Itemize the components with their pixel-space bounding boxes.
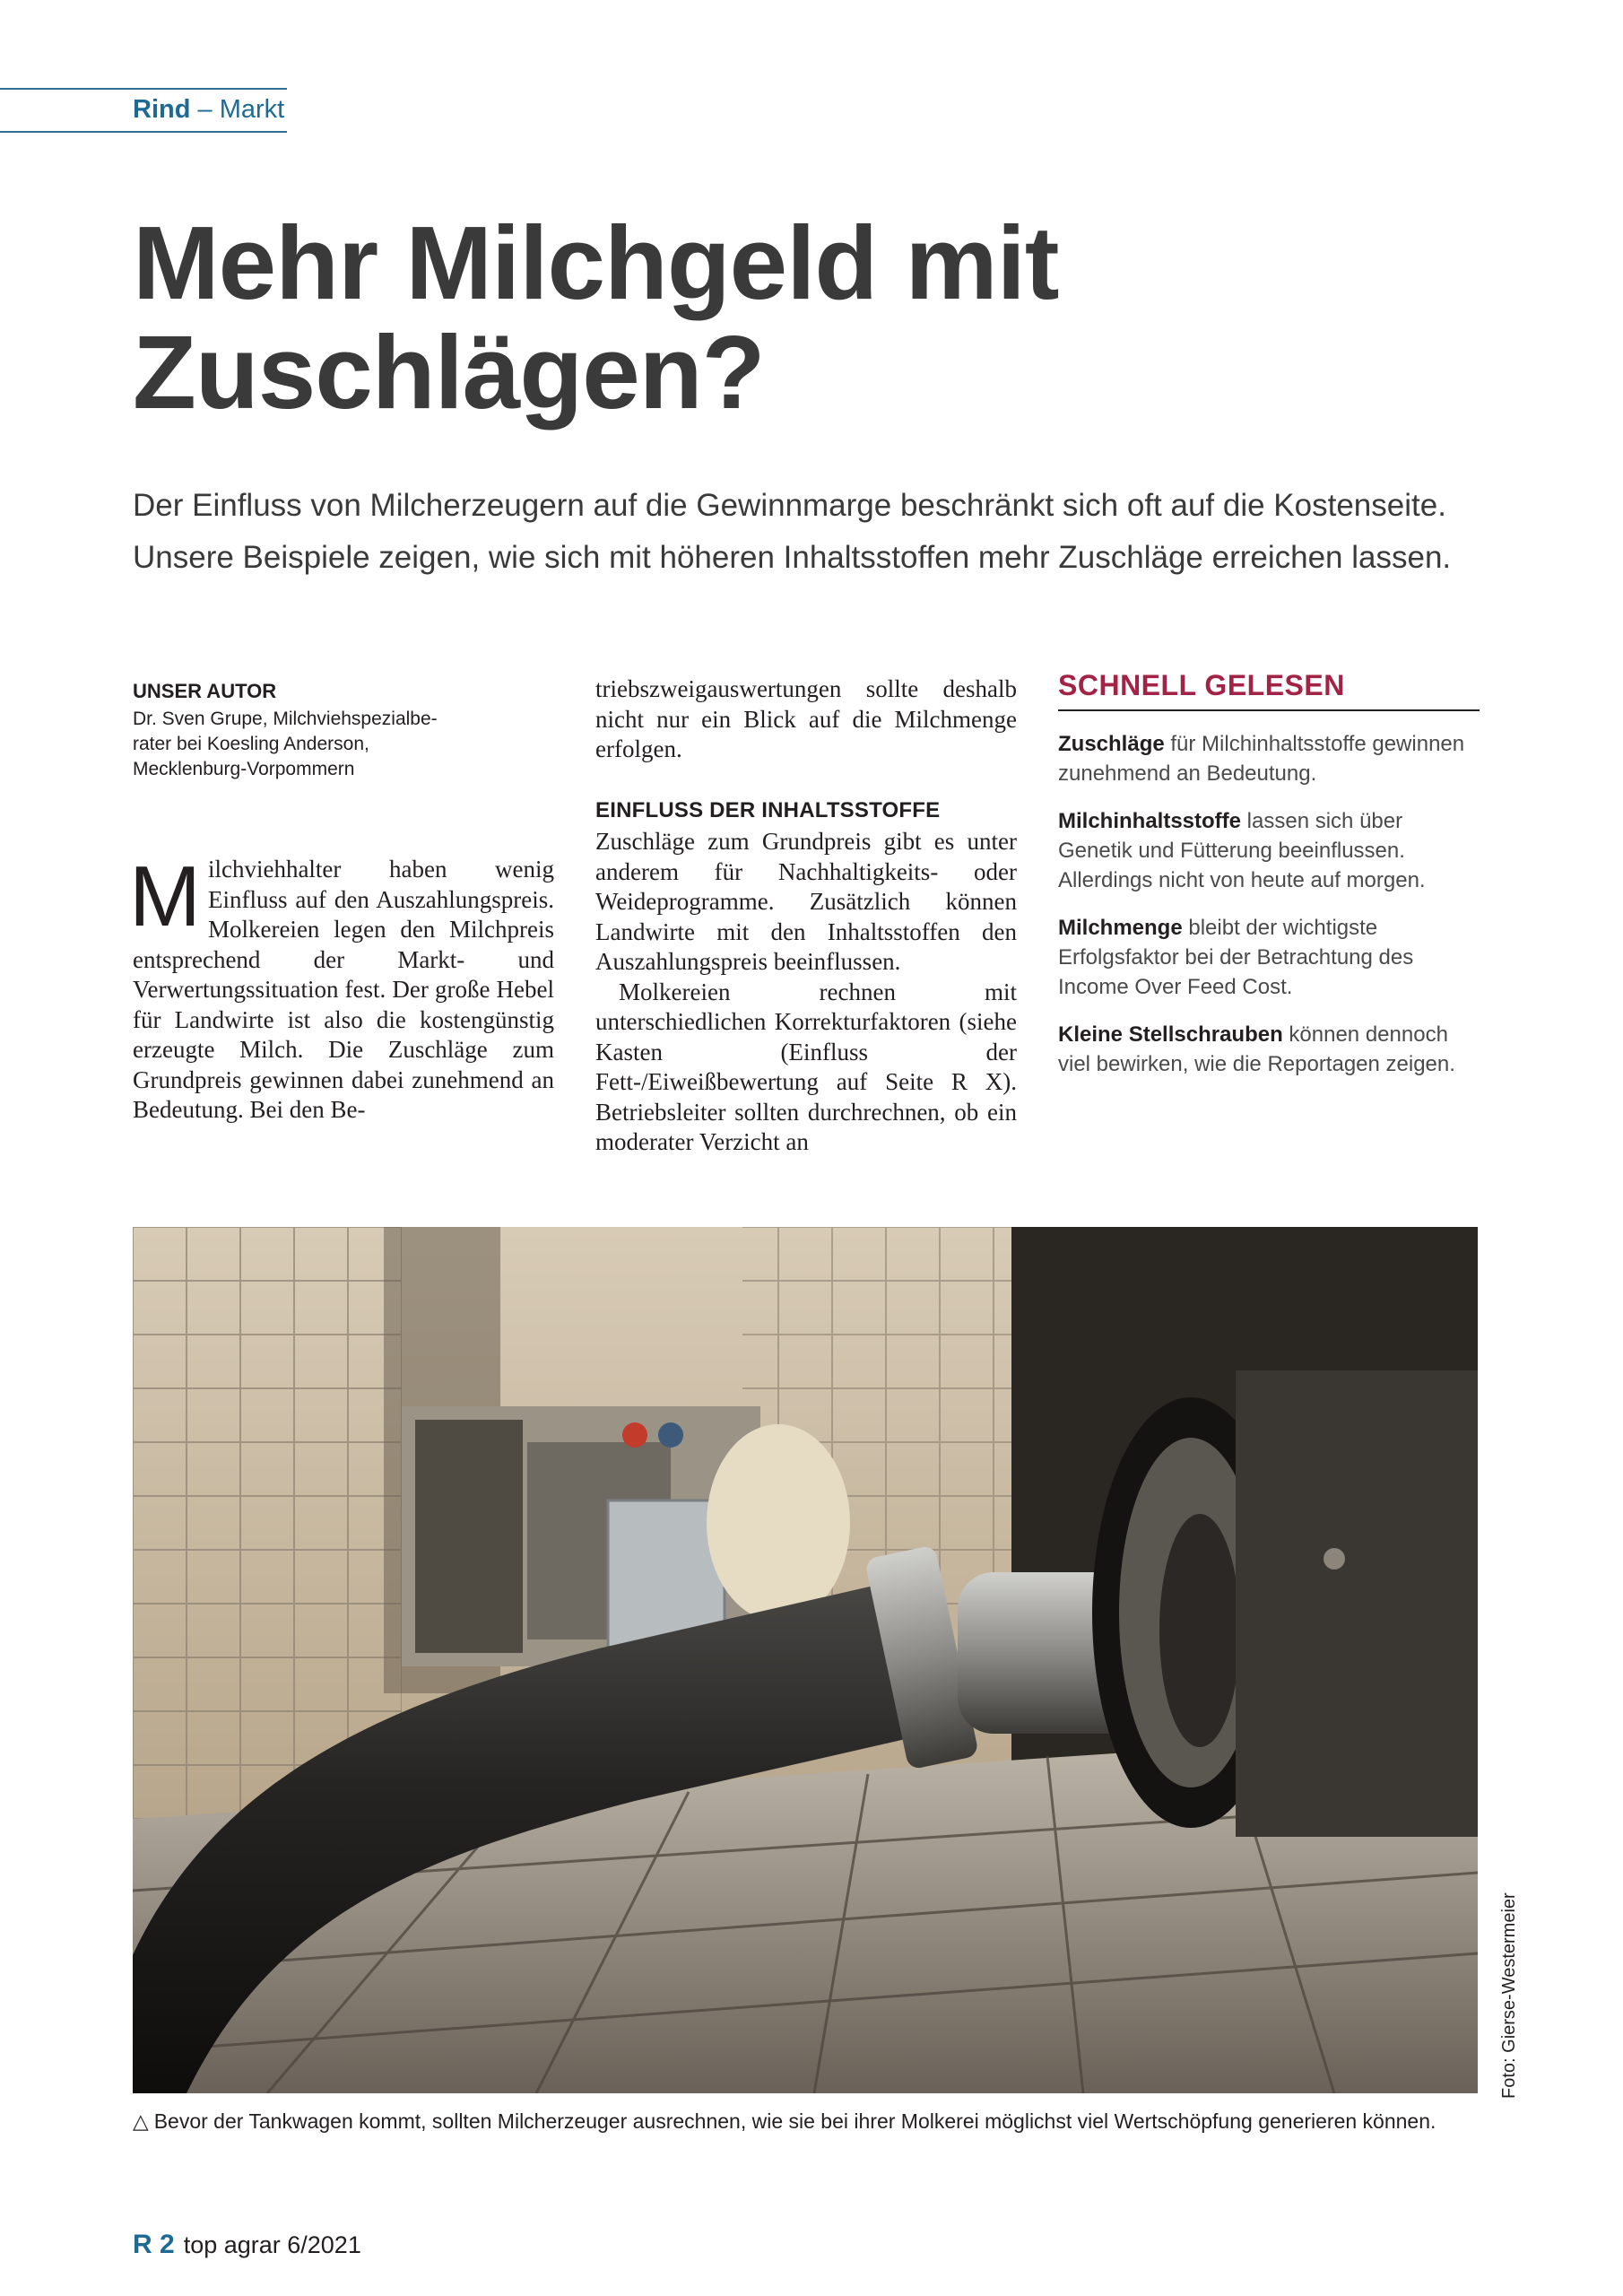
author-line: rater bei Koesling Anderson,	[133, 734, 369, 754]
author-line: Dr. Sven Grupe, Milchviehspezialbe-	[133, 709, 438, 729]
author-heading: UNSER AUTOR	[133, 680, 277, 702]
author-info	[133, 707, 491, 782]
quick-read-item	[1058, 913, 1480, 1002]
body-column-1	[129, 848, 554, 1126]
triangle-icon: △	[133, 2109, 149, 2133]
section-name: Rind	[133, 95, 191, 124]
quick-read-text: bleibt der wichtigste Erfolgsfaktor bei der Betrachtung des Income Over Feed Cost.	[1058, 916, 1414, 999]
caption-text: Bevor der Tankwagen kommt, sollten Milcherzeuger ausrechnen, wie sie bei ihrer Molkerei möglichst viel Wertschöpfung generieren können.	[153, 2109, 1436, 2133]
quick-read-text: lassen sich über Genetik und Fütterung beeinflussen. Allerdings nicht von heute auf morgen.	[1058, 809, 1426, 892]
quick-read-item	[1058, 806, 1480, 895]
quick-read-item	[1058, 729, 1480, 788]
article-photo	[133, 1227, 1478, 2093]
quick-read-keyword: Milchinhaltsstoffe	[1058, 809, 1242, 833]
body-paragraph: ilchviehhalter haben wenig Einfluss auf den Auszahlungspreis. Molkereien legen den Milchpreis entsprechend der Markt- und Verwertungssituation fest. Der große Hebel für Landwirte ist also die kostengünstig erzeugte Milch. Die Zuschläge zum Grundpreis gewinnen dabei zunehmend an Bedeutung. Bei den Be-	[133, 856, 554, 1123]
article-headline: Mehr Milchgeld mit Zuschlägen?	[133, 204, 1059, 430]
quick-read-box	[1058, 669, 1480, 1079]
quick-read-text: können dennoch viel bewirken, wie die Reportagen zeigen.	[1058, 1022, 1455, 1076]
body-paragraph: Zuschläge zum Grundpreis gibt es unter anderem für Nachhaltigkeits- oder Weideprogramme. Zusätzlich können Landwirte mit den Inhaltsstoffen den Auszahlungspreis beeinflussen.	[595, 828, 1017, 975]
quick-read-text: für Milchinhaltsstoffe gewinnen zunehmend an Bedeutung.	[1058, 732, 1465, 786]
subsection-name: Markt	[219, 95, 285, 124]
body-paragraph-continued: triebszweigauswertungen sollte deshalb nicht nur ein Blick auf die Milchmenge erfolgen.	[595, 675, 1017, 762]
quick-read-keyword: Kleine Stellschrauben	[1058, 1022, 1283, 1047]
quick-read-item	[1058, 1020, 1480, 1079]
page-footer	[133, 2230, 361, 2260]
milk-hose-photo	[133, 1227, 1478, 2093]
page-number: R 2	[133, 2230, 175, 2259]
body-subheading: EINFLUSS DER INHALTSSTOFFE	[595, 797, 941, 822]
body-paragraph: Molkereien rechnen mit unterschiedlichen Korrekturfaktoren (siehe Kasten (Einfluss der Fett-/Eiweißbewertung auf Seite R X). Betriebsleiter sollten durchrechnen, ob ein moderater Verzicht an	[595, 978, 1017, 1155]
quick-read-title: SCHNELL GELESEN	[1058, 669, 1480, 711]
quick-read-keyword: Milchmenge	[1058, 916, 1183, 940]
section-separator: –	[190, 95, 220, 124]
quick-read-keyword: Zuschläge	[1058, 732, 1165, 756]
section-tag	[0, 88, 287, 133]
author-line: Mecklenburg-Vorpommern	[133, 759, 355, 779]
photo-caption	[133, 2109, 1496, 2134]
drop-cap: M	[129, 848, 201, 944]
publication-issue: top agrar 6/2021	[183, 2231, 361, 2258]
body-column-2	[595, 674, 1017, 1158]
section-label	[133, 95, 284, 125]
article-lead: Der Einfluss von Milcherzeugern auf die Gewinnmarge beschränkt sich oft auf die Kostenseite. Unsere Beispiele zeigen, wie sich mit höheren Inhaltsstoffen mehr Zuschläge erreichen lassen.	[133, 488, 1452, 575]
photo-credit: Foto: Gierse-Westermeier	[1499, 1892, 1519, 2099]
